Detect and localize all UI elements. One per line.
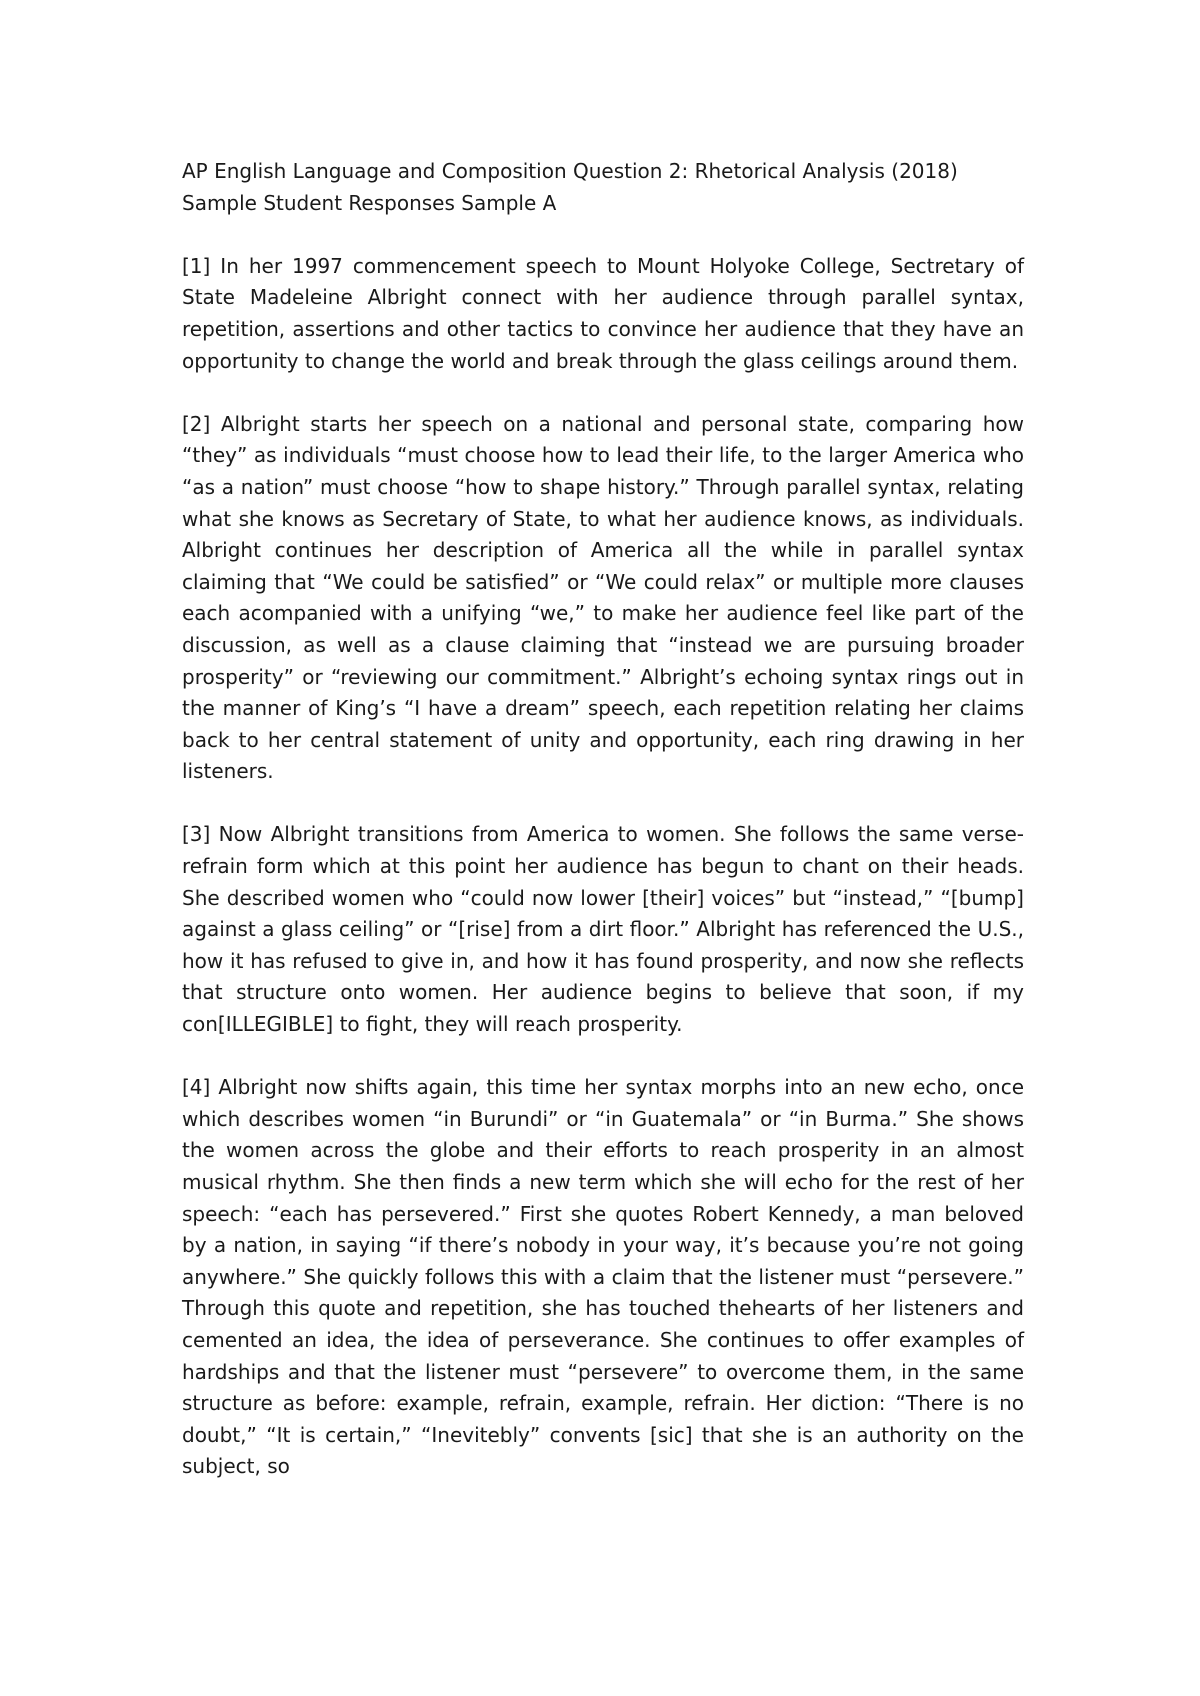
document-title — [182, 156, 1024, 219]
paragraph-4: [4] Albright now shifts again, this time her syntax morphs into an new echo, once which describes women “in Burundi” or “in Guatemala” or “in Burma.” She shows the women across the globe and their efforts to reach prosperity in an almost musical rhythm. She then finds a new term which she will echo for the rest of her speech: “each has persevered.” First she quotes Robert Kennedy, a man beloved by a nation, in saying “if there’s nobody in your way, it’s because you’re not going anywhere.” She quickly follows this with a claim that the listener must “persevere.” Through this quote and repetition, she has touched thehearts of her listeners and cemented an idea, the idea of perseverance. She continues to offer examples of hardships and that the listener must “persevere” to overcome them, in the same structure as before: example, refrain, example, refrain. Her diction: “There is no doubt,” “It is certain,” “Inevitebly” convents [sic] that she is an authority on the subject, so — [182, 1075, 1024, 1479]
title-line-2: Sample Student Responses Sample A — [182, 190, 557, 215]
paragraph-2: [2] Albright starts her speech on a national and personal state, comparing how “they” as individuals “must choose how to lead their life, to the larger America who “as a nation” must choose “how to shape history.” Through parallel syntax, relating what she knows as Secretary of State, to what her audience knows, as individuals. Albright continues her description of America all the while in parallel syntax claiming that “We could be satisfied” or “We could relax” or multiple more clauses each acompanied with a unifying “we,” to make her audience feel like part of the discussion, as well as a clause claiming that “instead we are pursuing broader prosperity” or “reviewing our commitment.” Albright’s echoing syntax rings out in the manner of King’s “I have a dream” speech, each repetition relating her claims back to her central statement of unity and opportunity, each ring drawing in her listeners. — [182, 411, 1024, 784]
paragraph-3: [3] Now Albright transitions from America to women. She follows the same verse- refrain form which at this point her audience has begun to chant on their heads. She described women who “could now lower [their] voices” but “instead,” “[bump] against a glass ceiling” or “[rise] from a dirt floor.” Albright has referenced the U.S., how it has refused to give in, and how it has found prosperity, and now she reflects that structure onto women. Her audience begins to believe that soon, if my con[ILLEGIBLE] to fight, they will reach prosperity. — [182, 822, 1024, 1037]
paragraph-1: [1] In her 1997 commencement speech to Mount Holyoke College, Sectretary of State Madeleine Albright connect with her audience through parallel syntax, repetition, assertions and other tactics to convince her audience that they have an opportunity to change the world and break through the glass ceilings around them. — [182, 253, 1024, 373]
document-page — [182, 156, 1024, 1515]
title-line-1: AP English Language and Composition Question 2: Rhetorical Analysis (2018) — [182, 159, 958, 183]
